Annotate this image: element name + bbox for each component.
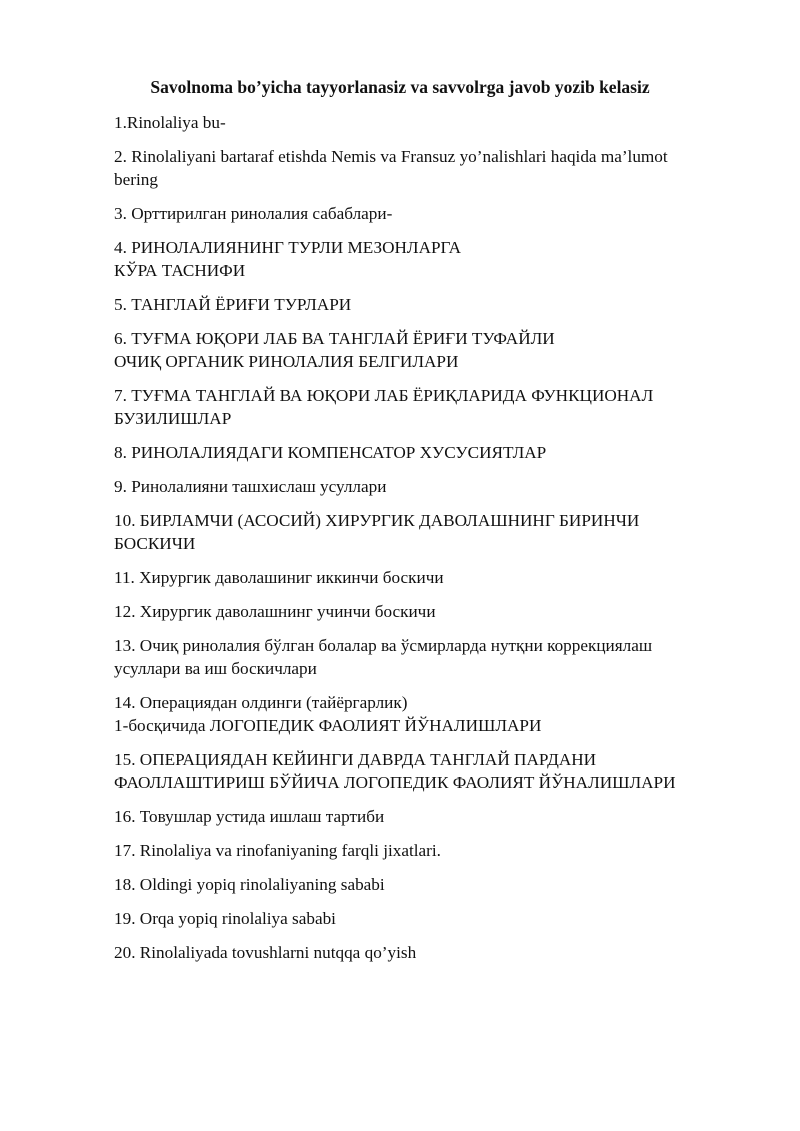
question-item: 13. Очиқ ринолалия бўлган болалар ва ўсмирларда нутқни коррекциялаш усуллари ва иш боскичлари xyxy=(114,636,653,678)
question-item: 15. ОПЕРАЦИЯДАН КЕЙИНГИ ДАВРДА ТАНГЛАЙ ПАРДАНИ ФАОЛЛАШТИРИШ БЎЙИЧА ЛОГОПЕДИК ФАОЛИЯТ ЙЎНАЛИШЛАРИ xyxy=(114,750,676,792)
question-item: 12. Хирургик даволашнинг учинчи боскичи xyxy=(114,602,436,621)
page-title: Savolnoma bo’yicha tayyorlanasiz va savvolrga javob yozib kelasiz xyxy=(150,77,650,97)
question-item: 9. Ринолалияни ташхислаш усуллари xyxy=(114,477,387,496)
question-item: 8. РИНОЛАЛИЯДАГИ КОМПЕНСАТОР ХУСУСИЯТЛАР xyxy=(114,443,547,462)
question-item: 11. Хирургик даволашиниг иккинчи боскичи xyxy=(114,568,444,587)
question-item: 17. Rinolaliya va rinofaniyaning farqli jixatlari. xyxy=(114,841,441,860)
question-item: 1.Rinolaliya bu- xyxy=(114,113,226,132)
question-item: 5. ТАНГЛАЙ ЁРИҒИ ТУРЛАРИ xyxy=(114,295,352,314)
question-item: 6. ТУҒМА ЮҚОРИ ЛАБ ВА ТАНГЛАЙ ЁРИҒИ ТУФАЙЛИ ОЧИҚ ОРГАНИК РИНОЛАЛИЯ БЕЛГИЛАРИ xyxy=(114,329,555,371)
question-item: 14. Операциядан олдинги (тайёргарлик) 1-босқичида ЛОГОПЕДИК ФАОЛИЯТ ЙЎНАЛИШЛАРИ xyxy=(114,693,542,735)
question-item: 20. Rinolaliyada tovushlarni nutqqa qo’yish xyxy=(114,943,417,962)
question-item: 4. РИНОЛАЛИЯНИНГ ТУРЛИ МЕЗОНЛАРГА КЎРА ТАСНИФИ xyxy=(114,238,462,280)
question-item: 3. Орттирилган ринолалия сабаблари- xyxy=(114,204,393,223)
question-item: 18. Oldingi yopiq rinolaliyaning sababi xyxy=(114,875,385,894)
question-item: 16. Товушлар устида ишлаш тартиби xyxy=(114,807,385,826)
question-item: 10. БИРЛАМЧИ (АСОСИЙ) ХИРУРГИК ДАВОЛАШНИНГ БИРИНЧИ БОСКИЧИ xyxy=(114,511,640,553)
question-item: 7. ТУҒМА ТАНГЛАЙ ВА ЮҚОРИ ЛАБ ЁРИҚЛАРИДА ФУНКЦИОНАЛ БУЗИЛИШЛАР xyxy=(114,386,654,428)
question-list xyxy=(114,111,754,975)
question-item: 2. Rinolaliyani bartaraf etishda Nemis va Fransuz yo’nalishlari haqida ma’lumot bering xyxy=(114,147,668,189)
question-item: 19. Orqa yopiq rinolaliya sababi xyxy=(114,909,336,928)
